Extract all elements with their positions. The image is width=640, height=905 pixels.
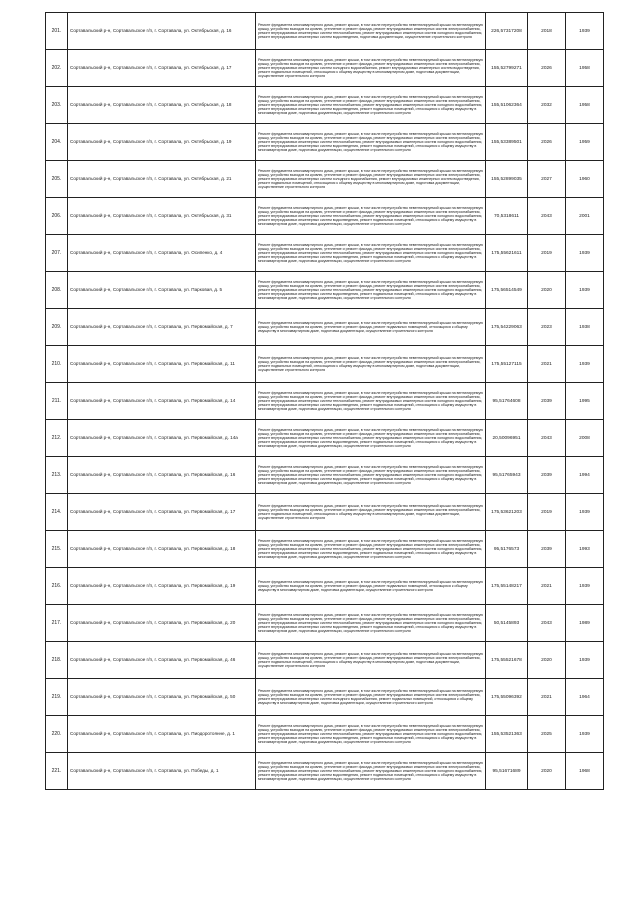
row-work-description: Ремонт фундамента многоквартирного дома, ремонт крыши, в том числе переустройство невентилируемой крыши на вентилируемую крышу, устройство выходов на кровлю, утепление и ремонт фасада, ремонт внутридомовых инженерных систем электроснабжения, ремонт внутридомовых инженерных систем теплоснабжения, ремонт внутридомовых инженерных систем холодного водоснабжения, ремонт внутридомовых инженерных систем водоотведения, ремонт подвальных помещений, относящихся к общему имуществу в многоквартирном доме, подготовка документации, осуществление строительного контроля bbox=[256, 87, 486, 124]
row-work-description: Ремонт фундамента многоквартирного дома, ремонт крыши, в том числе переустройство невентилируемой крыши на вентилируемую крышу, устройство выходов на кровлю, утепление и ремонт фасада, ремонт внутридомовых инженерных систем электроснабжения, ремонт подвальных помещений, относящихся к общему имуществу в многоквартирном доме, подготовка документации, осуществление строительного контроля bbox=[256, 494, 486, 531]
row-address: Сортавальский р-н, Сортавальское г/п, г. Сортавала, ул. Первомайская, д. 7 bbox=[68, 309, 256, 346]
row-planned-year: 2026 bbox=[528, 124, 566, 161]
row-planned-year: 2025 bbox=[528, 716, 566, 753]
row-planned-year: 2021 bbox=[528, 679, 566, 716]
row-work-description: Ремонт фундамента многоквартирного дома, ремонт крыши, в том числе переустройство невентилируемой крыши на вентилируемую крышу, устройство выходов на кровлю, утепление и ремонт фасада, ремонт внутридомовых инженерных систем электроснабжения, ремонт внутридомовых инженерных систем теплоснабжения, ремонт внутридомовых инженерных систем холодного водоснабжения, ремонт внутридомовых инженерных систем водоотведения, ремонт подвальных помещений, относящихся к общему имуществу в многоквартирном доме, подготовка документации, осуществление строительного контроля bbox=[256, 716, 486, 753]
capital-repair-table bbox=[45, 12, 604, 790]
row-number: 207. bbox=[46, 235, 68, 272]
row-number: 203. bbox=[46, 87, 68, 124]
row-number: 214. bbox=[46, 494, 68, 531]
row-number: 215. bbox=[46, 531, 68, 568]
row-address: Сортавальский р-н, Сортавальское г/п, г. Сортавала, ул. Первомайская, д. 19 bbox=[68, 568, 256, 605]
row-work-description: Ремонт фундамента многоквартирного дома, ремонт крыши, в том числе переустройство невентилируемой крыши на вентилируемую крышу, устройство выходов на кровлю, утепление и ремонт фасада, ремонт внутридомовых инженерных систем электроснабжения, ремонт внутридомовых инженерных систем теплоснабжения, ремонт внутридомовых инженерных систем холодного водоснабжения, ремонт внутридомовых инженерных систем водоотведения, ремонт подвальных помещений, относящихся к общему имуществу в многоквартирном доме, подготовка документации, осуществление строительного контроля bbox=[256, 457, 486, 494]
row-number: 219. bbox=[46, 679, 68, 716]
row-number: 213. bbox=[46, 457, 68, 494]
row-planned-year: 2039 bbox=[528, 383, 566, 420]
row-address: Сортавальский р-н, Сортавальское г/п, г. Сортавала, ул. Первомайская, д. 11 bbox=[68, 346, 256, 383]
row-work-description: Ремонт фундамента многоквартирного дома, ремонт крыши, в том числе переустройство невентилируемой крыши на вентилируемую крышу, устройство выходов на кровлю, утепление и ремонт фасада, ремонт внутридомовых инженерных систем электроснабжения, ремонт внутридомовых инженерных систем холодного водоснабжения, ремонт внутридомовых инженерных систем водоотведения, ремонт подвальных помещений, относящихся к общему имуществу в многоквартирном доме, подготовка документации, осуществление строительного контроля bbox=[256, 161, 486, 198]
row-cost: 155,52799271 bbox=[486, 50, 528, 87]
row-cost: 95,51764608 bbox=[486, 383, 528, 420]
row-number: 217. bbox=[46, 605, 68, 642]
row-cost: 155,53521363 bbox=[486, 716, 528, 753]
table-row bbox=[46, 642, 604, 679]
row-cost: 175,56514549 bbox=[486, 272, 528, 309]
row-cost: 95,5176573 bbox=[486, 531, 528, 568]
row-number: 206. bbox=[46, 198, 68, 235]
row-work-description: Ремонт фундамента многоквартирного дома, ремонт крыши, в том числе переустройство невентилируемой крыши на вентилируемую крышу, устройство выходов на кровлю, утепление и ремонт фасада, ремонт внутридомовых инженерных систем электроснабжения, ремонт внутридомовых инженерных систем теплоснабжения, ремонт внутридомовых инженерных систем холодного водоснабжения, ремонт внутридомовых инженерных систем водоотведения, ремонт подвальных помещений, относящихся к общему имуществу в многоквартирном доме, подготовка документации, осуществление строительного контроля bbox=[256, 124, 486, 161]
row-planned-year: 2043 bbox=[528, 605, 566, 642]
row-cost: 20,50096951 bbox=[486, 420, 528, 457]
row-work-description: Ремонт фундамента многоквартирного дома, ремонт крыши, в том числе переустройство невентилируемой крыши на вентилируемую крышу, устройство выходов на кровлю, утепление и ремонт фасада, ремонт внутридомовых инженерных систем электроснабжения, ремонт внутридомовых инженерных систем теплоснабжения, ремонт внутридомовых инженерных систем холодного водоснабжения, ремонт внутридомовых инженерных систем водоотведения, ремонт подвальных помещений, относящихся к общему имуществу в многоквартирном доме, подготовка документации, осуществление строительного контроля bbox=[256, 753, 486, 790]
row-cost: 175,54229063 bbox=[486, 309, 528, 346]
row-year-built: 1993 bbox=[566, 531, 604, 568]
table-row bbox=[46, 753, 604, 790]
row-address: Сортавальский р-н, Сортавальское г/п, г. Сортавала, ул. Победы, д. 1 bbox=[68, 753, 256, 790]
table-row bbox=[46, 383, 604, 420]
table-row bbox=[46, 494, 604, 531]
row-year-built: 1989 bbox=[566, 605, 604, 642]
table-row bbox=[46, 87, 604, 124]
table-row bbox=[46, 309, 604, 346]
row-address: Сортавальский р-н, Сортавальское г/п, г. Сортавала, ул. Первомайская, д. 14 bbox=[68, 383, 256, 420]
row-address: Сортавальский р-н, Сортавальское г/п, г. Сортавала, ул. Октябрьская, д. 18 bbox=[68, 87, 256, 124]
row-address: Сортавальский р-н, Сортавальское г/п, г. Сортавала, ул. Октябрьская, д. 17 bbox=[68, 50, 256, 87]
row-planned-year: 2043 bbox=[528, 198, 566, 235]
row-planned-year: 2023 bbox=[528, 309, 566, 346]
row-planned-year: 2019 bbox=[528, 235, 566, 272]
row-address: Сортавальский р-н, Сортавальское г/п, г. Сортавала, ул. Октябрьская, д. 31 bbox=[68, 198, 256, 235]
row-number: 201. bbox=[46, 13, 68, 50]
row-planned-year: 2032 bbox=[528, 87, 566, 124]
row-address: Сортавальский р-н, Сортавальское г/п, г. Сортавала, ул. Октябрьская, д. 16 bbox=[68, 13, 256, 50]
row-cost: 95,51671689 bbox=[486, 753, 528, 790]
row-planned-year: 2020 bbox=[528, 642, 566, 679]
row-year-built: 1968 bbox=[566, 753, 604, 790]
row-work-description: Ремонт фундамента многоквартирного дома, ремонт крыши, в том числе переустройство невентилируемой крыши на вентилируемую крышу, устройство выходов на кровлю, утепление и ремонт фасада, ремонт внутридомовых инженерных систем электроснабжения, ремонт внутридомовых инженерных систем теплоснабжения, ремонт внутридомовых инженерных систем холодного водоснабжения, ремонт внутридомовых инженерных систем водоотведения, ремонт подвальных помещений, относящихся к общему имуществу в многоквартирном доме, подготовка документации, осуществление строительного контроля bbox=[256, 198, 486, 235]
row-work-description: Ремонт фундамента многоквартирного дома, ремонт крыши, в том числе переустройство невентилируемой крыши на вентилируемую крышу, устройство выходов на кровлю, утепление и ремонт фасада, ремонт подвальных помещений, относящихся к общему имуществу в многоквартирном доме, подготовка документации, осуществление строительного контроля bbox=[256, 568, 486, 605]
row-address: Сортавальский р-н, Сортавальское г/п, г. Сортавала, ул. Пиодоротоянне, д. 1 bbox=[68, 716, 256, 753]
table-row bbox=[46, 13, 604, 50]
row-work-description: Ремонт фундамента многоквартирного дома, ремонт крыши, в том числе переустройство невентилируемой крыши на вентилируемую крышу, устройство выходов на кровлю, утепление и ремонт фасада, ремонт внутридомовых инженерных систем электроснабжения, ремонт внутридомовых инженерных систем холодного водоснабжения, ремонт подвальных помещений, относящихся к общему имуществу в многоквартирном доме, подготовка документации, осуществление строительного контроля bbox=[256, 679, 486, 716]
row-year-built: 1958 bbox=[566, 50, 604, 87]
row-number: 209. bbox=[46, 309, 68, 346]
row-address: Сортавальский р-н, Сортавальское г/п, г. Сортавала, ул. Осипенко, д. 4 bbox=[68, 235, 256, 272]
row-number: 211. bbox=[46, 383, 68, 420]
table-row bbox=[46, 605, 604, 642]
row-address: Сортавальский р-н, Сортавальское г/п, г. Сортавала, ул. Первомайская, д. 16 bbox=[68, 457, 256, 494]
row-number: 218. bbox=[46, 642, 68, 679]
table-row bbox=[46, 346, 604, 383]
row-cost: 175,55127115 bbox=[486, 346, 528, 383]
row-address: Сортавальский р-н, Сортавальское г/п, г. Сортавала, ул. Первомайская, д. 18 bbox=[68, 531, 256, 568]
row-work-description: Ремонт фундамента многоквартирного дома, ремонт крыши, в том числе переустройство невентилируемой крыши на вентилируемую крышу, устройство выходов на кровлю, утепление и ремонт фасада, ремонт внутридомовых инженерных систем электроснабжения, ремонт внутридомовых инженерных систем теплоснабжения, ремонт внутридомовых инженерных систем холодного водоснабжения, ремонт внутридомовых инженерных систем водоотведения, ремонт подвальных помещений, относящихся к общему имуществу в многоквартирном доме, подготовка документации, осуществление строительного контроля bbox=[256, 235, 486, 272]
row-year-built: 1958 bbox=[566, 87, 604, 124]
row-cost: 175,55521678 bbox=[486, 642, 528, 679]
row-address: Сортавальский р-н, Сортавальское г/п, г. Сортавала, ул. Октябрьская, д. 19 bbox=[68, 124, 256, 161]
row-address: Сортавальский р-н, Сортавальское г/п, г. Сортавала, ул. Октябрьская, д. 21 bbox=[68, 161, 256, 198]
row-cost: 175,55096392 bbox=[486, 679, 528, 716]
row-year-built: 1939 bbox=[566, 568, 604, 605]
table-row bbox=[46, 716, 604, 753]
row-planned-year: 2018 bbox=[528, 13, 566, 50]
row-year-built: 2001 bbox=[566, 198, 604, 235]
row-number: 216. bbox=[46, 568, 68, 605]
row-number: 221. bbox=[46, 753, 68, 790]
row-address: Сортавальский р-н, Сортавальское г/п, г. Сортавала, ул. Первомайская, д. 50 bbox=[68, 679, 256, 716]
row-work-description: Ремонт фундамента многоквартирного дома, ремонт крыши, в том числе переустройство невентилируемой крыши на вентилируемую крышу, устройство выходов на кровлю, утепление и ремонт фасада, ремонт внутридомовых инженерных систем электроснабжения, ремонт внутридомовых инженерных систем теплоснабжения, ремонт внутридомовых инженерных систем холодного водоснабжения, ремонт внутридомовых инженерных систем водоотведения, подготовка документации, осуществление строительного контроля bbox=[256, 13, 486, 50]
row-planned-year: 2039 bbox=[528, 457, 566, 494]
row-number: 205. bbox=[46, 161, 68, 198]
table-row bbox=[46, 124, 604, 161]
row-cost: 95,51765943 bbox=[486, 457, 528, 494]
row-work-description: Ремонт фундамента многоквартирного дома, ремонт крыши, в том числе переустройство невентилируемой крыши на вентилируемую крышу, устройство выходов на кровлю, утепление и ремонт фасада, ремонт внутридомовых инженерных систем электроснабжения, ремонт внутридомовых инженерных систем теплоснабжения, ремонт внутридомовых инженерных систем холодного водоснабжения, ремонт внутридомовых инженерных систем водоотведения, ремонт подвальных помещений, относящихся к общему имуществу в многоквартирном доме, подготовка документации, осуществление строительного контроля bbox=[256, 420, 486, 457]
row-year-built: 1939 bbox=[566, 642, 604, 679]
row-number: 204. bbox=[46, 124, 68, 161]
row-number: 202. bbox=[46, 50, 68, 87]
row-year-built: 1994 bbox=[566, 457, 604, 494]
table-row bbox=[46, 420, 604, 457]
row-year-built: 1939 bbox=[566, 494, 604, 531]
row-number: 220. bbox=[46, 716, 68, 753]
row-work-description: Ремонт фундамента многоквартирного дома, ремонт крыши, в том числе переустройство невентилируемой крыши на вентилируемую крышу, устройство выходов на кровлю, утепление и ремонт фасада, ремонт внутридомовых инженерных систем электроснабжения, ремонт внутридомовых инженерных систем теплоснабжения, ремонт внутридомовых инженерных систем холодного водоснабжения, ремонт внутридомовых инженерных систем водоотведения, ремонт подвальных помещений, относящихся к общему имуществу в многоквартирном доме, подготовка документации, осуществление строительного контроля bbox=[256, 531, 486, 568]
row-year-built: 1938 bbox=[566, 309, 604, 346]
row-cost: 175,55621611 bbox=[486, 235, 528, 272]
row-planned-year: 2019 bbox=[528, 494, 566, 531]
table-body bbox=[46, 13, 604, 790]
row-year-built: 2008 bbox=[566, 420, 604, 457]
row-work-description: Ремонт фундамента многоквартирного дома, ремонт крыши, в том числе переустройство невентилируемой крыши на вентилируемую крышу, устройство выходов на кровлю, утепление и ремонт фасада, ремонт внутридомовых инженерных систем электроснабжения, ремонт внутридомовых инженерных систем холодного водоснабжения, ремонт внутридомовых инженерных систем водоотведения, ремонт подвальных помещений, относящихся к общему имуществу в многоквартирном доме, подготовка документации, осуществление строительного контроля bbox=[256, 50, 486, 87]
row-planned-year: 2039 bbox=[528, 531, 566, 568]
table-row bbox=[46, 679, 604, 716]
row-cost: 50,5145893 bbox=[486, 605, 528, 642]
row-year-built: 1964 bbox=[566, 679, 604, 716]
row-year-built: 1939 bbox=[566, 716, 604, 753]
row-planned-year: 2021 bbox=[528, 346, 566, 383]
row-cost: 155,52899035 bbox=[486, 161, 528, 198]
row-work-description: Ремонт фундамента многоквартирного дома, ремонт крыши, в том числе переустройство невентилируемой крыши на вентилируемую крышу, устройство выходов на кровлю, утепление и ремонт фасада, ремонт внутридомовых инженерных систем электроснабжения, ремонт внутридомовых инженерных систем теплоснабжения, ремонт внутридомовых инженерных систем холодного водоснабжения, ремонт внутридомовых инженерных систем водоотведения, ремонт подвальных помещений, относящихся к общему имуществу в многоквартирном доме, подготовка документации, осуществление строительного контроля bbox=[256, 272, 486, 309]
table-row bbox=[46, 272, 604, 309]
row-year-built: 1959 bbox=[566, 124, 604, 161]
row-work-description: Ремонт фундамента многоквартирного дома, ремонт крыши, в том числе переустройство невентилируемой крыши на вентилируемую крышу, устройство выходов на кровлю, утепление и ремонт фасада, ремонт внутридомовых инженерных систем электроснабжения, ремонт внутридомовых инженерных систем теплоснабжения, ремонт внутридомовых инженерных систем холодного водоснабжения, ремонт внутридомовых инженерных систем водоотведения, ремонт подвальных помещений, относящихся к общему имуществу в многоквартирном доме, подготовка документации, осуществление строительного контроля bbox=[256, 383, 486, 420]
row-planned-year: 2027 bbox=[528, 161, 566, 198]
row-year-built: 1939 bbox=[566, 346, 604, 383]
table-row bbox=[46, 531, 604, 568]
row-work-description: Ремонт фундамента многоквартирного дома, ремонт крыши, в том числе переустройство невентилируемой крыши на вентилируемую крышу, устройство выходов на кровлю, утепление и ремонт фасада, ремонт внутридомовых инженерных систем электроснабжения, ремонт внутридомовых инженерных систем теплоснабжения, ремонт внутридомовых инженерных систем холодного водоснабжения, ремонт внутридомовых инженерных систем водоотведения, ремонт подвальных помещений, относящихся к общему имуществу в многоквартирном доме, подготовка документации, осуществление строительного контроля bbox=[256, 605, 486, 642]
table-row bbox=[46, 50, 604, 87]
row-number: 212. bbox=[46, 420, 68, 457]
row-planned-year: 2020 bbox=[528, 272, 566, 309]
table-row bbox=[46, 568, 604, 605]
row-address: Сортавальский р-н, Сортавальское г/п, г. Сортавала, ул. Парковая, д. 5 bbox=[68, 272, 256, 309]
row-year-built: 1939 bbox=[566, 13, 604, 50]
row-year-built: 1939 bbox=[566, 235, 604, 272]
row-cost: 70,5318611 bbox=[486, 198, 528, 235]
row-address: Сортавальский р-н, Сортавальское г/п, г. Сортавала, ул. Первомайская, д. 14а bbox=[68, 420, 256, 457]
row-address: Сортавальский р-н, Сортавальское г/п, г. Сортавала, ул. Первомайская, д. 20 bbox=[68, 605, 256, 642]
row-cost: 155,51062364 bbox=[486, 87, 528, 124]
row-work-description: Ремонт фундамента многоквартирного дома, ремонт крыши, в том числе переустройство невентилируемой крыши на вентилируемую крышу, устройство выходов на кровлю, утепление и ремонт фасада, ремонт внутридомовых инженерных систем электроснабжения, ремонт подвальных помещений, относящихся к общему имуществу в многоквартирном доме, подготовка документации, осуществление строительного контроля bbox=[256, 642, 486, 679]
row-cost: 175,55148217 bbox=[486, 568, 528, 605]
row-number: 210. bbox=[46, 346, 68, 383]
row-address: Сортавальский р-н, Сортавальское г/п, г. Сортавала, ул. Первомайская, д. 17 bbox=[68, 494, 256, 531]
row-planned-year: 2026 bbox=[528, 50, 566, 87]
table-row bbox=[46, 457, 604, 494]
table-row bbox=[46, 235, 604, 272]
table-row bbox=[46, 161, 604, 198]
row-address: Сортавальский р-н, Сортавальское г/п, г. Сортавала, ул. Первомайская, д. 46 bbox=[68, 642, 256, 679]
row-number: 208. bbox=[46, 272, 68, 309]
table-row bbox=[46, 198, 604, 235]
row-planned-year: 2043 bbox=[528, 420, 566, 457]
row-work-description: Ремонт фундамента многоквартирного дома, ремонт крыши, в том числе переустройство невентилируемой крыши на вентилируемую крышу, устройство выходов на кровлю, утепление и ремонт фасада, ремонт внутридомовых инженерных систем электроснабжения, ремонт подвальных помещений, относящихся к общему имуществу в многоквартирном доме, подготовка документации, осуществление строительного контроля bbox=[256, 346, 486, 383]
row-year-built: 1995 bbox=[566, 383, 604, 420]
row-planned-year: 2020 bbox=[528, 753, 566, 790]
row-cost: 226,57317208 bbox=[486, 13, 528, 50]
row-cost: 155,53389501 bbox=[486, 124, 528, 161]
row-planned-year: 2021 bbox=[528, 568, 566, 605]
row-year-built: 1960 bbox=[566, 161, 604, 198]
row-work-description: Ремонт фундамента многоквартирного дома, ремонт крыши, в том числе переустройство невентилируемой крыши на вентилируемую крышу, устройство выходов на кровлю, утепление и ремонт фасада, ремонт подвальных помещений, относящихся к общему имуществу в многоквартирном доме, подготовка документации, осуществление строительного контроля bbox=[256, 309, 486, 346]
row-year-built: 1939 bbox=[566, 272, 604, 309]
row-cost: 175,53621203 bbox=[486, 494, 528, 531]
